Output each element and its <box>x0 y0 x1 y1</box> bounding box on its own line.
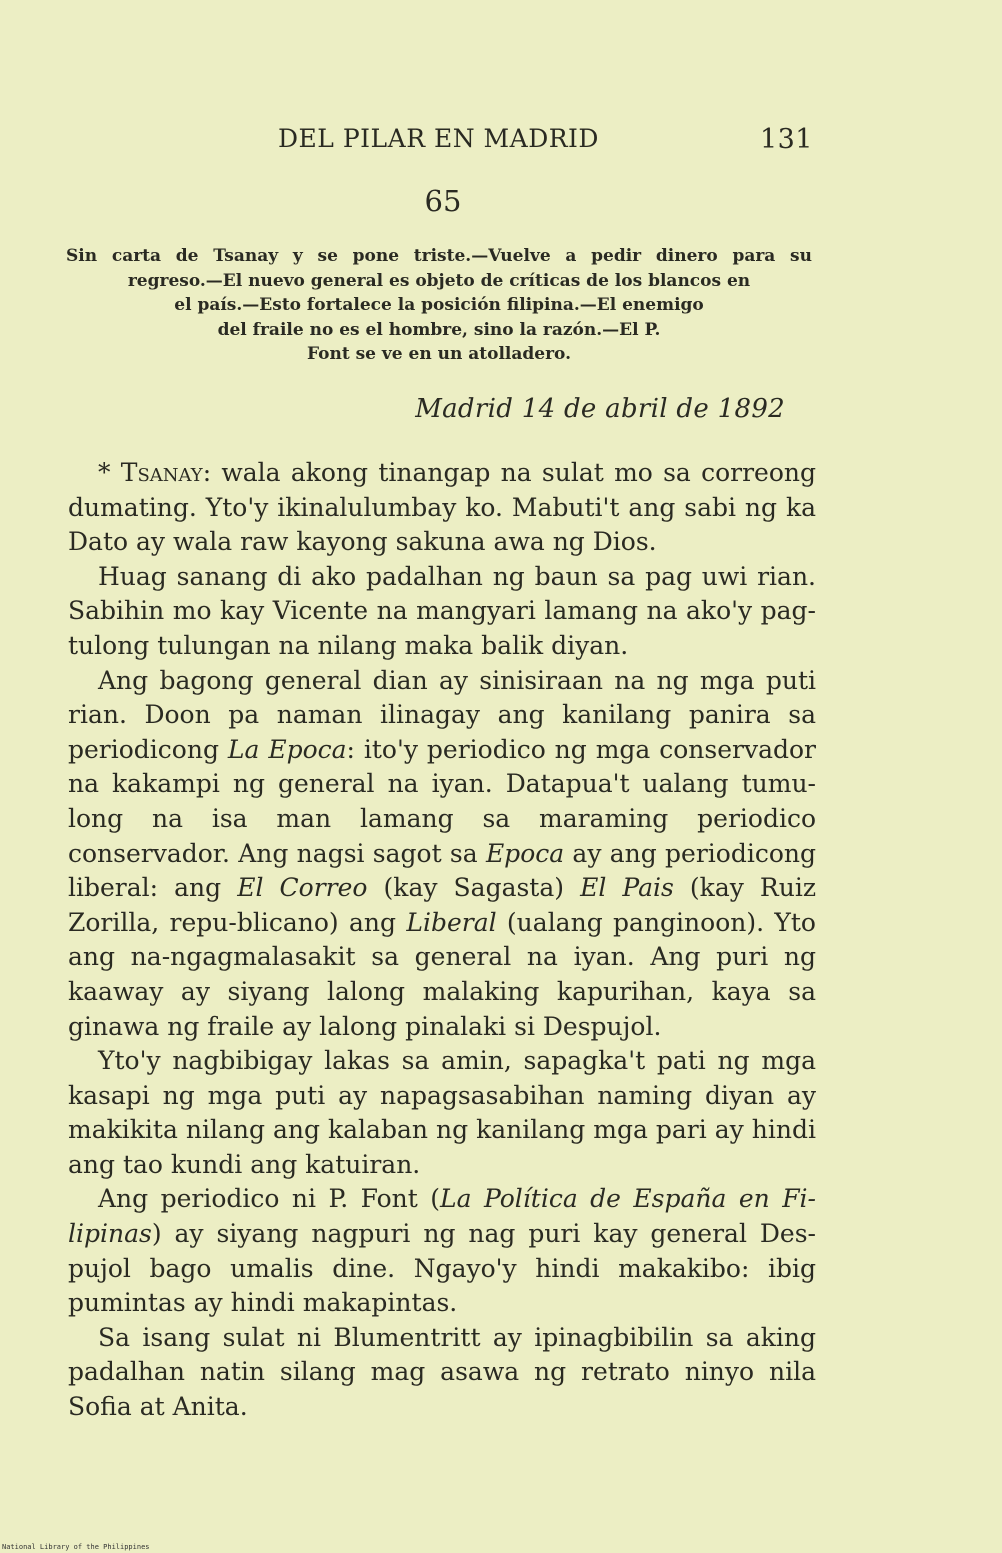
newspaper-title: La Política de España en Fi-lipinas <box>68 1184 816 1249</box>
paragraph-text: (kay Sagasta) <box>367 873 581 903</box>
paragraph-3 <box>68 664 816 1045</box>
dateline: Madrid 14 de abril de 1892 <box>415 394 785 424</box>
salutation: * Tsanay <box>98 458 203 487</box>
running-head-title: DEL PILAR EN MADRID <box>278 124 599 153</box>
summary-line: del fraile no es el hombre, sino la razón.—El P. <box>217 319 661 340</box>
summary-line: el país.—Esto fortalece la posición filipina.—El enemigo <box>174 295 704 315</box>
newspaper-title: Epoca <box>485 838 565 868</box>
paragraph-text: : wala akong tinangap na sulat mo sa correong dumating. Yto'y ikinalulumbay ko. Mabuti't ang sabi ng ka Dato ay wala raw kayong sakuna awa ng Dios. <box>68 458 816 557</box>
paragraph-5 <box>68 1182 816 1320</box>
paragraph-text: (kay Ruiz Zorilla, repu-blicano) ang <box>68 873 817 937</box>
paragraph-text: (ualang panginoon). Yto ang na-ngagmalasakit sa general na iyan. Ang puri ng kaaway ay siyang lalong malaking kapurihan, kaya sa ginawa ng fraile ay lalong pinalaki si Despujol. <box>68 907 816 1041</box>
page-number: 131 <box>759 124 813 155</box>
paragraph-1 <box>68 456 816 560</box>
paragraph-text: Ang periodico ni P. Font ( <box>98 1184 440 1214</box>
summary-line: Font se ve en un atolladero. <box>306 344 571 364</box>
newspaper-title: La Epoca <box>227 734 347 764</box>
summary-line: regreso.—El nuevo general es objeto de críticas de los blancos en <box>127 270 751 291</box>
letter-summary <box>66 244 812 367</box>
paragraph-text: ay ang periodicong liberal: ang <box>68 838 816 903</box>
paragraph-6: Sa isang sulat ni Blumentritt ay ipinagbibilin sa aking padalhan natin silang mag asawa ng retrato ninyo nila Sofia at Anita. <box>68 1322 816 1422</box>
summary-line: Sin carta de Tsanay y se pone triste.—Vuelve a pedir dinero para su <box>66 246 812 266</box>
letter-body <box>68 456 816 1425</box>
paragraph-text: ) ay siyang nagpuri ng nag puri kay general Des-pujol bago umalis dine. Ngayo'y hindi makakibo: ibig pumintas ay hindi makapintas. <box>68 1219 816 1318</box>
paragraph-text: : ito'y periodico ng mga conservador na kakampi ng general na iyan. Datapua't ualang tumu-long na isa man lamang sa maraming periodico conservador. Ang nagsi sagot sa <box>68 734 817 868</box>
library-credit: National Library of the Philippines <box>2 1543 150 1551</box>
paragraph-text: Ang bagong general dian ay sinisiraan na ng mga puti rian. Doon pa naman ilinagay ang kanilang panira sa periodicong <box>68 665 816 764</box>
paragraph-4: Yto'y nagbibigay lakas sa amin, sapagka't pati ng mga kasapi ng mga puti ay napagsasabihan naming diyan ay makikita nilang ang kalaban ng kanilang mga pari ay hindi ang tao kundi ang katuiran. <box>68 1046 816 1179</box>
newspaper-title: Liberal <box>406 907 497 937</box>
letter-number: 65 <box>424 184 462 218</box>
paragraph-2: Huag sanang di ako padalhan ng baun sa pag uwi rian. Sabihin mo kay Vicente na mangyari lamang na ako'y pag-tulong tulungan na nilang maka balik diyan. <box>68 561 816 660</box>
newspaper-title: El Pais <box>580 873 674 903</box>
newspaper-title: El Correo <box>237 873 368 903</box>
